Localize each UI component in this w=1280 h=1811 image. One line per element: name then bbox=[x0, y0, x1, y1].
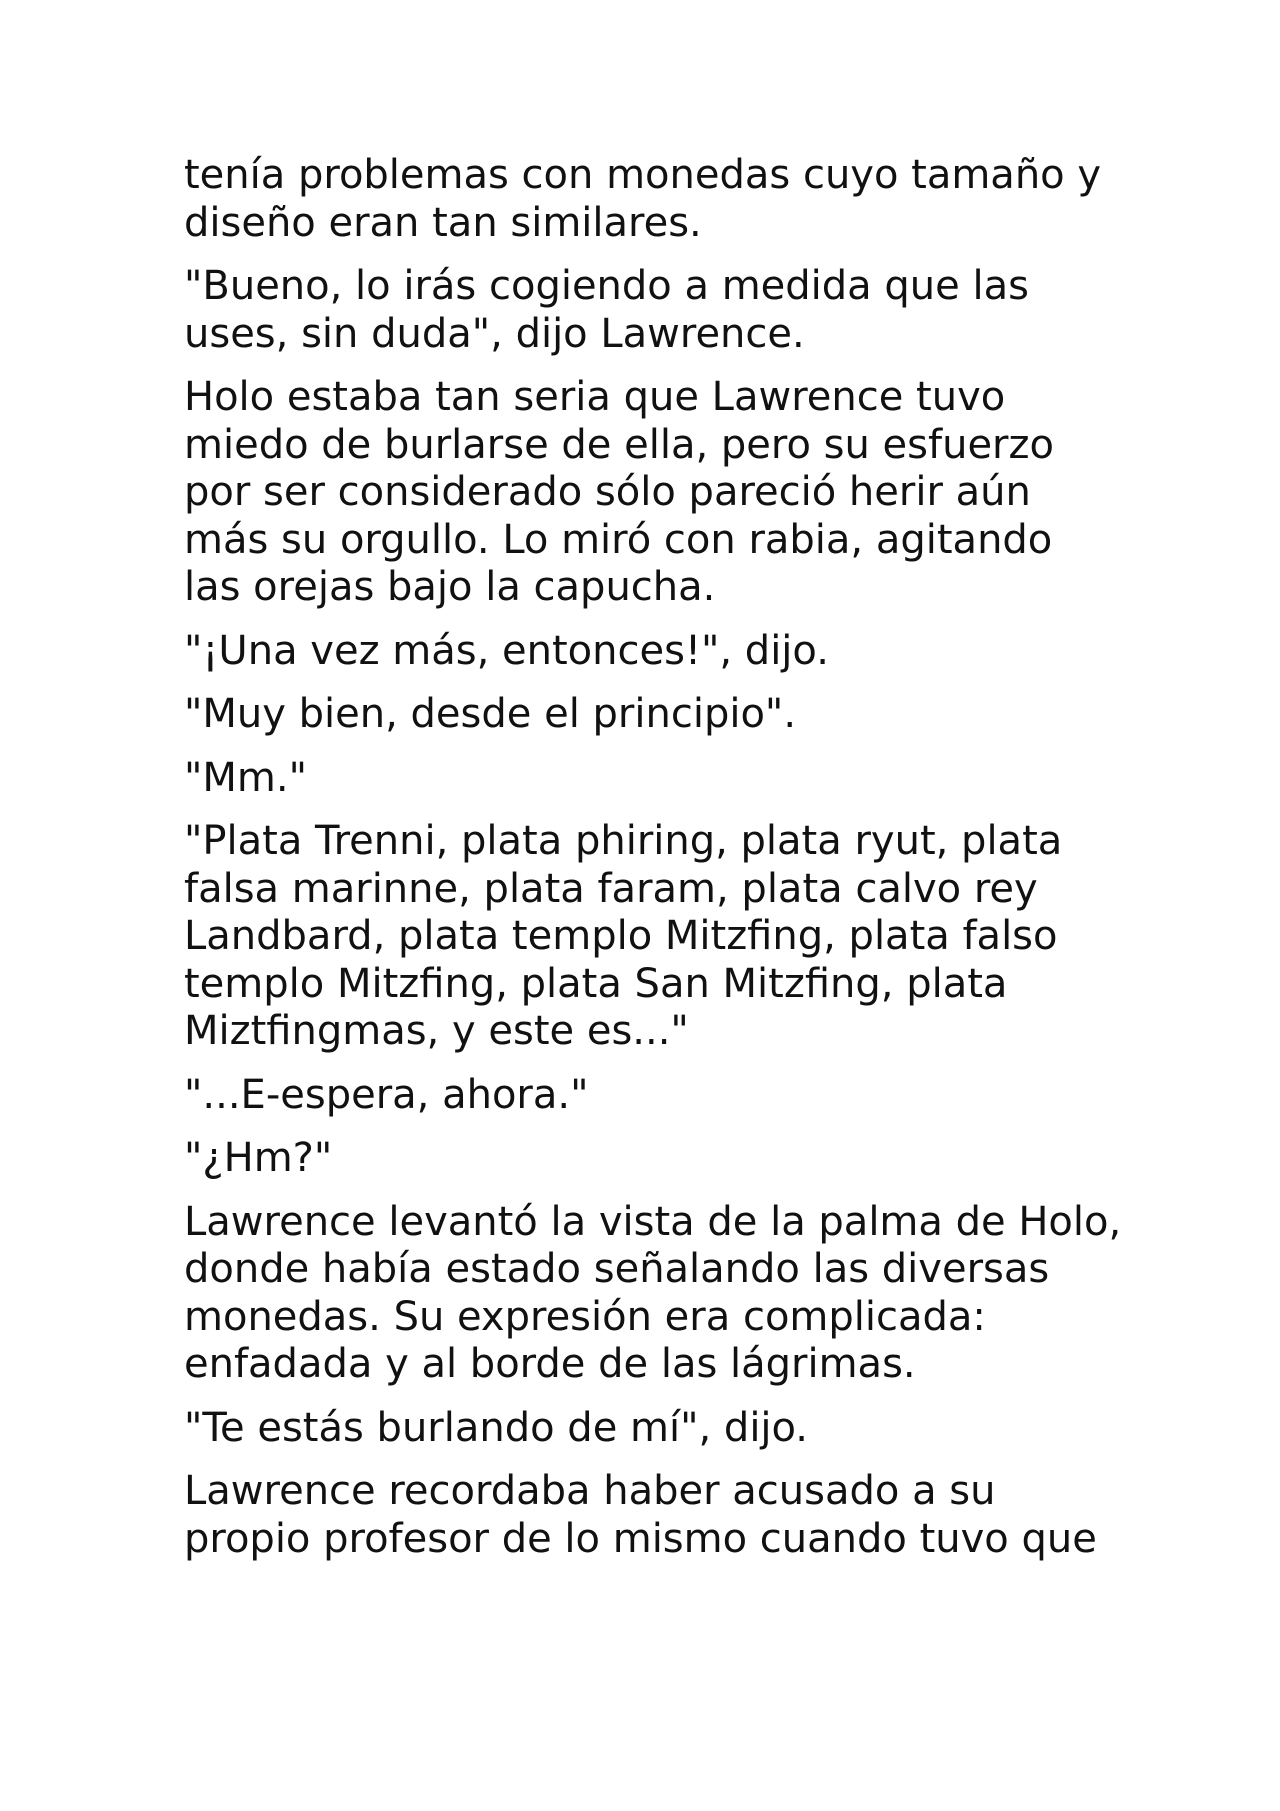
text-column bbox=[184, 152, 1124, 1579]
paragraph bbox=[184, 1468, 1124, 1563]
paragraph bbox=[184, 1405, 1124, 1453]
text-line: Miztfingmas, y este es..." bbox=[184, 1008, 689, 1054]
text-line: monedas. Su expresión era complicada: bbox=[184, 1293, 986, 1340]
text-line: Holo estaba tan seria que Lawrence tuvo bbox=[184, 374, 1006, 420]
paragraph bbox=[184, 152, 1124, 247]
text-line: diseño eran tan similares. bbox=[184, 199, 702, 246]
text-line: Landbard, plata templo Mitzfing, plata falso bbox=[184, 913, 1058, 959]
paragraph bbox=[184, 818, 1124, 1056]
text-line: miedo de burlarse de ella, pero su esfuerzo bbox=[184, 421, 1054, 468]
text-line: tenía problemas con monedas cuyo tamaño y bbox=[184, 152, 1102, 198]
text-line: más su orgullo. Lo miró con rabia, agitando bbox=[184, 516, 1053, 563]
text-line: "Te estás burlando de mí", dijo. bbox=[184, 1404, 809, 1451]
paragraph bbox=[184, 1135, 1124, 1183]
text-line: "Muy bien, desde el principio". bbox=[184, 691, 797, 737]
paragraph bbox=[184, 1199, 1124, 1389]
paragraph bbox=[184, 755, 1124, 803]
paragraph bbox=[184, 628, 1124, 676]
text-line: "Plata Trenni, plata phiring, plata ryut, plata bbox=[184, 818, 1063, 864]
text-line: templo Mitzfing, plata San Mitzfing, plata bbox=[184, 960, 1008, 1007]
text-line: "¡Una vez más, entonces!", dijo. bbox=[184, 627, 829, 674]
paragraph bbox=[184, 374, 1124, 612]
text-line: "...E-espera, ahora." bbox=[184, 1071, 589, 1118]
paragraph bbox=[184, 263, 1124, 358]
text-line: enfadada y al borde de las lágrimas. bbox=[184, 1341, 916, 1387]
text-line: propio profesor de lo mismo cuando tuvo que bbox=[184, 1515, 1097, 1562]
text-line: uses, sin duda", dijo Lawrence. bbox=[184, 310, 805, 357]
paragraph bbox=[184, 691, 1124, 739]
text-line: "Bueno, lo irás cogiendo a medida que las bbox=[184, 263, 1029, 309]
text-line: "¿Hm?" bbox=[184, 1135, 333, 1181]
text-line: las orejas bajo la capucha. bbox=[184, 564, 716, 610]
text-line: por ser considerado sólo pareció herir aún bbox=[184, 469, 1031, 515]
text-line: Lawrence levantó la vista de la palma de Holo, bbox=[184, 1198, 1122, 1245]
text-line: Lawrence recordaba haber acusado a su bbox=[184, 1468, 996, 1514]
paragraph bbox=[184, 1072, 1124, 1120]
text-line: "Mm." bbox=[184, 754, 307, 801]
text-line: donde había estado señalando las diversas bbox=[184, 1246, 1050, 1292]
text-line: falsa marinne, plata faram, plata calvo rey bbox=[184, 865, 1038, 912]
